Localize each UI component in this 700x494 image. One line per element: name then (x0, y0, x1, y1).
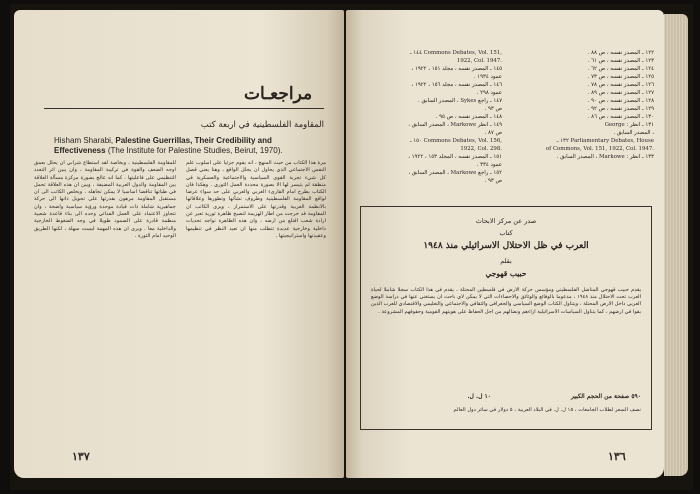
reference-line: ١٢٣ ـ المصدر نفسه ، ص ٦١ . (587, 58, 654, 64)
citation-publisher: (The Institute for Palestine Studies, Beirut, 1970). (107, 146, 283, 155)
left-page (14, 10, 344, 478)
reference-line: ١٢٤ ـ المصدر نفسه ، ص ٦٢ . (587, 66, 654, 72)
ad-book-title: العرب في ظل الاحتلال الاسرائيلي منذ ١٩٤٨ (423, 241, 589, 251)
reference-line: of Commons, Vol. 151, 1922, Col. 1947. (545, 146, 654, 152)
reference-line: 1922, Col. 298. (460, 146, 502, 152)
reference-line: ١٤٩ ـ انظر Markowe ، المصدر السابق ، (408, 122, 502, 128)
title-rule (44, 108, 324, 109)
ad-author: حبيب قهوجي (485, 269, 527, 278)
ad-kind-line: كتاب (499, 229, 513, 237)
right-page (346, 10, 664, 478)
ad-description: يقدم حبيب قهوجي المناضل الفلسطيني ومؤسس حركة الارض في فلسطين المحتلة ، يقدم في هذا الكتاب سجلا شاملا لحياة العرب تحت الاحتلال منذ ١٩٤٨ ، مدعوما بالوقائع والوثائق والاحصاءات التي لا يمكن لاي باحث ان يستغني عنها في دراسة الوضع العربي داخل الارض المحتلة ، ويتناول الكتاب الوضع السياسي والجغرافي والثقافي والاجتماعي والتعليمي والاقتصادي للعرب الذين بقوا في ارضهم ، كما يتناول السياسات الاسرائيلية ازاءهم ونضالهم من اجل الحفاظ على هويتهم القومية وحقوقهم المشروعة . (371, 287, 642, 315)
reference-line: ١٢٢ ـ المصدر نفسه ، ص ٨٨ . (587, 50, 654, 56)
reference-line: ، المصدر السابق . (613, 130, 654, 136)
ad-price-note: نصف السعر لطلاب الجامعات ، ١٥ ل. ل. في البلاد العربية ، ٥ دولار في سائر دول العالم (453, 407, 641, 413)
reference-line: ١٢٨ ـ المصدر نفسه ، ص ٩٠ . (587, 98, 654, 104)
reference-line: ص ٩٣ . (484, 178, 502, 184)
book-citation (54, 136, 324, 156)
reference-line: عمود ٢٩٨ . (476, 90, 502, 96)
book-spread (10, 4, 693, 490)
page-number-right: ١٣٦ (608, 450, 626, 463)
review-subheading: المقاومة الفلسطينية في اربعة كتب (200, 120, 324, 130)
section-title: مراجعـات (244, 84, 313, 104)
reference-line: ١٣٣ ـ انظر : Markowe ، المصدر السابق . (556, 154, 654, 160)
reference-line: ١٣٢ ـ Parliamentary Debates, House (556, 138, 654, 144)
reference-line: ١٣٠ ـ المصدر نفسه ، ص ٨٦ . (587, 114, 654, 120)
reference-line: 1922, Col. 1947. (456, 58, 502, 64)
page-edges (664, 14, 688, 476)
reference-line: ١٤٧ ـ راجع Sykes ، المصدر السابق . (418, 98, 502, 104)
reference-line: ١٤٨ ـ المصدر نفسه ، ص ٩٥ . (435, 114, 502, 120)
reference-line: عمود ٣٣٤ . (476, 162, 502, 168)
reference-line: ١٢٦ ـ المصدر نفسه ، ص ٧٨ . (587, 82, 654, 88)
reference-line: ١٤٥ ـ المصدر نفسه ، مجلد ١٥١ ، ١٩٢٢ ، (411, 66, 502, 72)
reference-line: ١٥١ ـ المصدر نفسه ، المجلد ١٥٣ ، ١٩٢٢ ، (408, 154, 502, 160)
ad-price: ١٠ ل. ل. (467, 393, 491, 400)
reference-line: ١٤٦ ـ المصدر نفسه ، مجلد ١٥٦ ، ١٩٢٢ ، (411, 82, 502, 88)
book-advertisement-box (360, 206, 652, 430)
ad-page-count: ٥٩٠ صفحة من الحجم الكبير (570, 393, 641, 400)
reference-line: عمود ١٩٣٤ . (473, 74, 502, 80)
reference-line: ١٣١ ـ انظر : George (604, 122, 654, 128)
citation-title: Palestine Guerrillas, Their Credibility and Effectiveness (54, 136, 272, 155)
reference-line: ١٢٧ ـ المصدر نفسه ، ص ٨٩ . (587, 90, 654, 96)
ad-publisher-line: صدر عن مركز الابحاث (475, 217, 537, 225)
text-column-left: للمقاومة الفلسطينية ، وبخاصة لقد استطاع شرابي ان يحلل بعمق اوجه الضعف والقوة في تركيبة المقاومة ، وان يبين اثر التعدد التنظيمي على فاعليتها . كما انه عالج بصورة مركزة مسألة العلاقة بين المقاومة والدول العربية المضيفة ، وبين ان هذه العلاقة تحمل في طياتها تناقضا اساسيا لا يمكن تجاهله . ويخلص الكاتب الى ان مستقبل المقاومة مرهون بقدرتها على تحويل ذاتها الى حركة جماهيرية شاملة ذات قيادة موحدة ورؤية سياسية واضحة ، وان تتجاوز الاعتماد على العمل الفدائي وحده الى بناء قاعدة شعبية منظمة قادرة على الصمود طويلا في وجه الضغوط الخارجية والداخلية معا . ويرى ان هذه المهمة ليست سهلة ، لكنها الطريق الوحيد امام الثورة . (34, 160, 176, 239)
reference-line: ١٢٩ ـ المصدر نفسه ، ص ٩٢ . (587, 106, 654, 112)
reference-line: ١٥٠ ـ Commons Debates, Vol. 156, (409, 138, 502, 144)
reference-line: ص ٩٣ . (484, 106, 502, 112)
reference-line: ١٤٤ ـ Commons Debates, Vol. 151, (409, 50, 502, 56)
reference-line: ص ٨٧ . (484, 130, 502, 136)
citation-author: Hisham Sharabi, (54, 136, 114, 145)
page-number-left: ١٣٧ (72, 450, 90, 463)
reference-line: ١٢٥ ـ المصدر نفسه ، ص ٧٣ . (587, 74, 654, 80)
reference-line: ١٥٢ ـ راجع Markowe ، المصدر السابق ، (408, 170, 502, 176)
ad-by-line: بقلم (500, 257, 512, 265)
text-column-right: مرة هذا الكتاب من حيث المنهج ، انه يقوم جزئيا على اسلوب علم النفس الاجتماعي الذي يحاول ان يحلل الواقع ، وهنا يعني قصل كل شيء تجربة القوى السياسية والاجتماعية والعسكرية في منطقة لم يتيسر لها الا بصورة محددة العمل الثوري . وهكذا فان الكتاب يطرح امام القارىء الغربي والعربي على حد سواء عرضا لواقع المقاومة الفلسطينية وظروف نشأتها وتطورها وعلاقاتها بالانظمة العربية وقدرتها على الاستمرار ، ويرى الكاتب ان المقاومة قد خرجت من اطار الهزيمة لتصبح ظاهرة ثورية تعبر عن ارادة شعب اقتلع من ارضه ، وان هذه الظاهرة تواجه تحديات داخلية وخارجية عديدة تتطلب منها ان تعيد النظر في تنظيمها وعقيدتها واستراتيجيتها . (186, 160, 326, 239)
